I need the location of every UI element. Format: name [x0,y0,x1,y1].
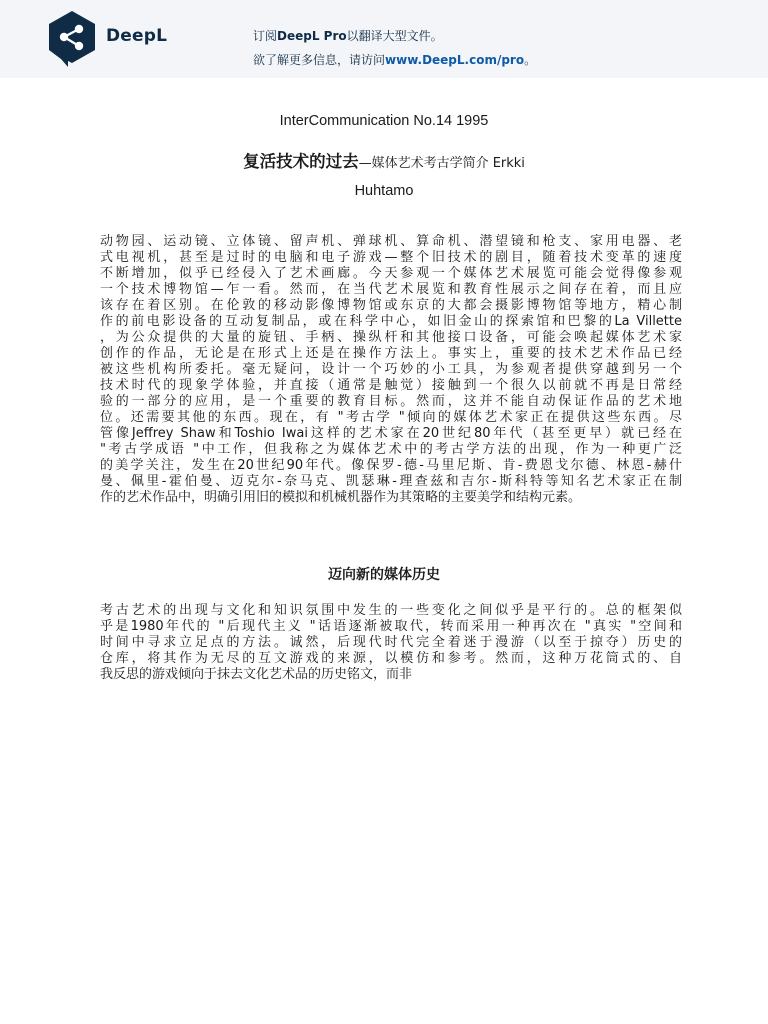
article-title [0,148,768,172]
text-line: 一个技术博物馆—乍一看。然而，在当代艺术展览和教育性展示之间存在着，而且应 [100,282,682,297]
section-heading: 迈向新的媒体历史 [328,567,440,583]
text-line: 该存在着区别。在伦敦的移动影像博物馆或东京的大都会摄影博物馆等地方，精心制 [100,298,682,313]
text-line: 乎是1980年代的 "后现代主义 "话语逐渐被取代，转而采用一种再次在 "真实 "空间和 [100,619,682,634]
text-line: 时间中寻求立足点的方法。诚然，后现代时代完全着迷于漫游（以至于掠夺）历史的 [100,635,682,650]
promo-line-info [253,51,536,68]
article-title-main: 复活技术的过去 [243,152,359,171]
deepl-logo-text: DeepL [106,26,168,46]
promo-subscribe-post: 以翻译大型文件。 [346,29,443,43]
text-line: 不断增加，似乎已经侵入了艺术画廊。今天参观一个媒体艺术展览可能会觉得像参观 [100,266,682,281]
text-line: 考古艺术的出现与文化和知识氛围中发生的一些变化之间似乎是平行的。总的框架似 [100,603,682,618]
deepl-banner [0,0,768,78]
article-subtitle: —媒体艺术考古学简介 Erkki [358,156,525,171]
text-line: 曼、佩里-霍伯曼、迈克尔-奈马克、凯瑟琳-理查兹和吉尔-斯科特等知名艺术家正在制 [100,474,682,489]
article-author: Huhtamo [354,183,414,199]
text-line: 仓库，将其作为无尽的互文游戏的来源，以模仿和参考。然而，这种万花筒式的、自 [100,651,682,666]
text-line: 我反思的游戏倾向于抹去文化艺术品的历史铭文，而非 [100,667,413,682]
promo-info-pre: 欲了解更多信息，请访问 [253,53,386,67]
text-line: 管像Jeffrey Shaw和Toshio Iwai这样的艺术家在20世纪80年代（甚至更早）就已经在 [100,426,682,441]
journal-citation: InterCommunication No.14 1995 [279,113,489,129]
promo-info-post: 。 [524,53,537,67]
deepl-logo-icon[interactable] [47,10,97,68]
promo-line-subscribe [253,27,443,44]
text-line: 作的艺术作品中，明确引用旧的模拟和机械机器作为其策略的主要美学和结构元素。 [100,490,582,505]
text-line: 被这些机构所委托。毫无疑问，设计一个巧妙的小工具，为参观者提供穿越到另一个 [100,362,682,377]
text-line: 技术时代的现象学体验，并直接（通常是触觉）接触到一个很久以前就不再是日常经 [100,378,682,393]
text-line: 作的前电影设备的互动复制品，或在科学中心，如旧金山的探索馆和巴黎的La Villette [100,314,682,329]
promo-brand: DeepL Pro [277,29,347,43]
text-line: 的美学关注，发生在20世纪90年代。像保罗-德-马里尼斯、肯-费恩戈尔德、林恩-赫什 [100,458,682,473]
text-line: 位。还需要其他的东西。现在，有 "考古学 "倾向的媒体艺术家正在提供这些东西。尽 [100,410,682,425]
deepl-pro-link[interactable]: www.DeepL.com/pro [385,53,525,67]
text-line: 式电视机，甚至是过时的电脑和电子游戏—整个旧技术的剧目，随着技术变革的速度 [100,250,682,265]
text-line: ，为公众提供的大量的旋钮、手柄、操纵杆和其他接口设备，可能会唤起媒体艺术家 [100,330,682,345]
promo-subscribe-pre: 订阅 [253,29,278,43]
text-line: 创作的作品，无论是在形式上还是在操作方法上。事实上，重要的技术艺术作品已经 [100,346,682,361]
text-line: "考古学成语 "中工作，但我称之为媒体艺术中的考古学方法的出现，作为一种更广泛 [100,442,682,457]
text-line: 验的一部分的应用，是一个重要的教育目标。然而，这并不能自动保证作品的艺术地 [100,394,682,409]
text-line: 动物园、运动镜、立体镜、留声机、弹球机、算命机、潜望镜和枪支、家用电器、老 [100,234,682,249]
